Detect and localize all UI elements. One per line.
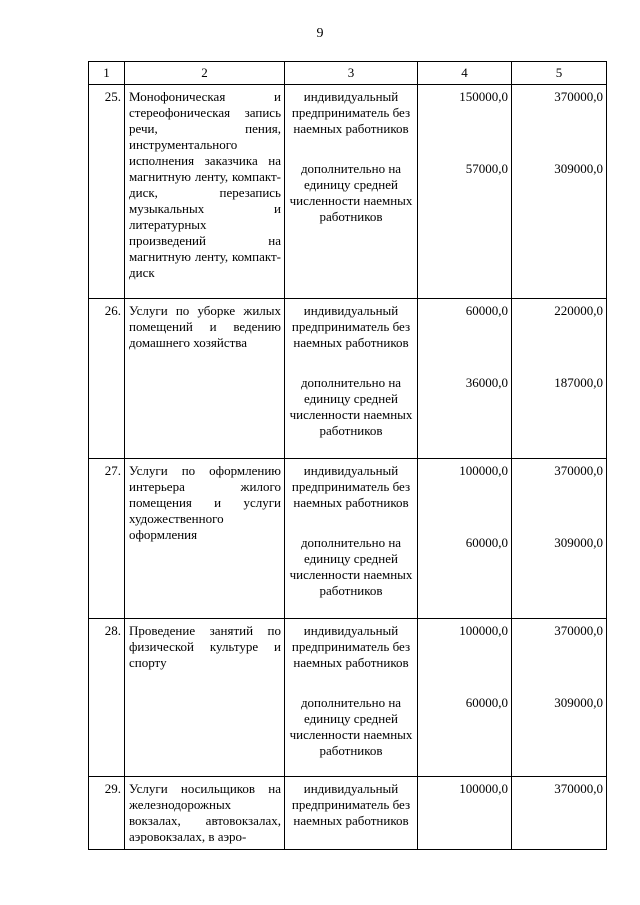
condition-extra: дополнительно на единицу средней численности наемных работников (289, 375, 413, 438)
service-description: Услуги по уборке жилых помещений и ведению домашнего хозяйства (125, 299, 285, 459)
col5-base-value: 370000,0 (554, 781, 603, 796)
service-description: Проведение занятий по физической культуре и спорту (125, 619, 285, 777)
col5-base-value: 370000,0 (554, 463, 603, 478)
col5-cell (512, 299, 607, 459)
col4-extra-value: 57000,0 (465, 161, 508, 176)
condition-cell (285, 459, 418, 619)
table-header-row (89, 62, 607, 85)
col5-cell (512, 85, 607, 299)
service-description: Услуги по оформлению интерьера жилого помещения и услуги художественного оформления (125, 459, 285, 619)
header-col-1: 1 (89, 62, 125, 85)
condition-base: индивидуальный предприниматель без наемных работников (291, 623, 411, 670)
condition-base: индивидуальный предприниматель без наемных работников (291, 303, 411, 350)
col4-cell (418, 777, 512, 850)
col4-cell (418, 299, 512, 459)
col4-cell (418, 459, 512, 619)
col4-extra-value: 60000,0 (465, 695, 508, 710)
col4-base-value: 60000,0 (465, 303, 508, 318)
row-number: 28. (89, 619, 125, 777)
table-row (89, 459, 607, 619)
col5-cell (512, 619, 607, 777)
condition-base: индивидуальный предприниматель без наемных работников (291, 89, 411, 136)
col5-extra-value: 309000,0 (554, 695, 603, 710)
col5-cell (512, 777, 607, 850)
condition-base: индивидуальный предприниматель без наемных работников (291, 781, 411, 828)
row-number: 29. (89, 777, 125, 850)
header-col-4: 4 (418, 62, 512, 85)
col4-base-value: 150000,0 (459, 89, 508, 104)
col4-cell (418, 619, 512, 777)
col5-extra-value: 309000,0 (554, 535, 603, 550)
condition-cell (285, 85, 418, 299)
col4-base-value: 100000,0 (459, 463, 508, 478)
row-number: 26. (89, 299, 125, 459)
condition-cell (285, 777, 418, 850)
condition-extra: дополнительно на единицу средней численности наемных работников (289, 695, 413, 758)
condition-extra: дополнительно на единицу средней численности наемных работников (289, 161, 413, 224)
col4-extra-value: 60000,0 (465, 535, 508, 550)
row-number: 27. (89, 459, 125, 619)
condition-cell (285, 299, 418, 459)
row-number: 25. (89, 85, 125, 299)
col4-base-value: 100000,0 (459, 781, 508, 796)
col5-extra-value: 309000,0 (554, 161, 603, 176)
col4-extra-value: 36000,0 (465, 375, 508, 390)
col5-base-value: 370000,0 (554, 623, 603, 638)
table-row (89, 619, 607, 777)
col4-cell (418, 85, 512, 299)
page-number: 9 (316, 26, 324, 41)
service-description: Услуги носильщиков на железнодорожных вокзалах, автовокзалах, аэровокзалах, в аэро- (125, 777, 285, 850)
header-col-5: 5 (512, 62, 607, 85)
header-col-3: 3 (285, 62, 418, 85)
table-row (89, 777, 607, 850)
col4-base-value: 100000,0 (459, 623, 508, 638)
service-description: Монофоническая и стереофоническая запись речи, пения, инструментального исполнения заказчика на магнитную ленту, компакт-диск, перезапись музыкальных и литературных произведений на магнитную ленту, компакт-диск (125, 85, 285, 299)
condition-base: индивидуальный предприниматель без наемных работников (291, 463, 411, 510)
col5-extra-value: 187000,0 (554, 375, 603, 390)
condition-extra: дополнительно на единицу средней численности наемных работников (289, 535, 413, 598)
tariff-table (88, 61, 607, 850)
col5-base-value: 370000,0 (554, 89, 603, 104)
table-row (89, 85, 607, 299)
condition-cell (285, 619, 418, 777)
header-col-2: 2 (125, 62, 285, 85)
col5-cell (512, 459, 607, 619)
table-row (89, 299, 607, 459)
col5-base-value: 220000,0 (554, 303, 603, 318)
